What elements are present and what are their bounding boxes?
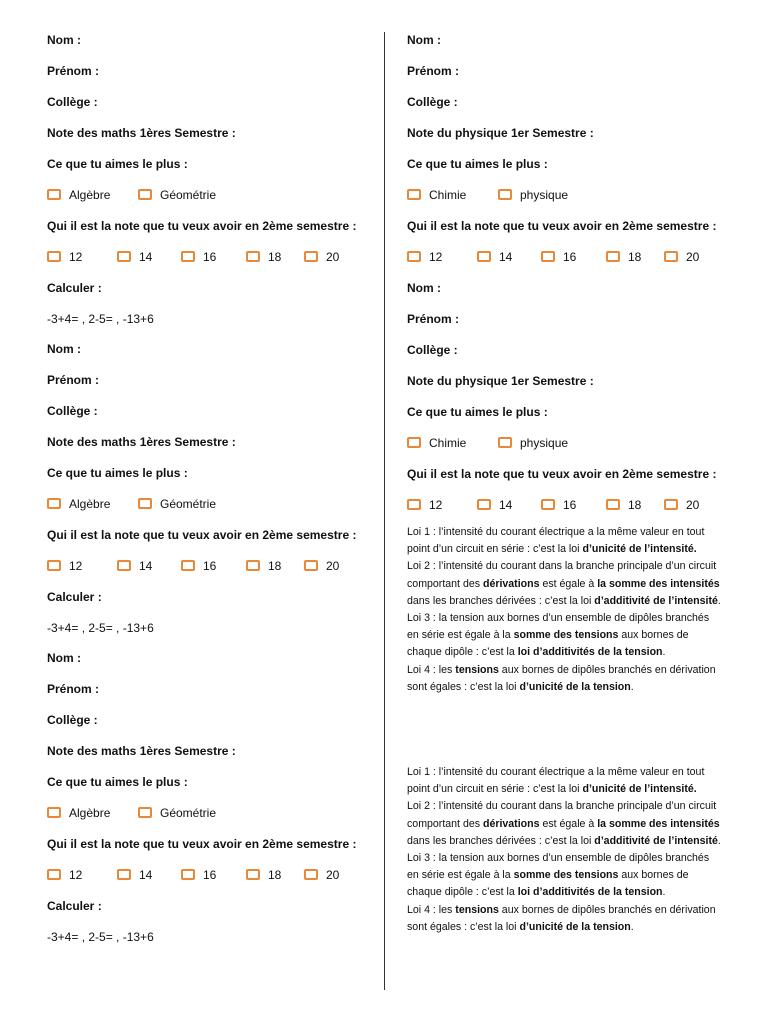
calculation-line: -3+4= , 2-5= , -13+6 [47,930,154,944]
calculer-label: Calculer : [47,899,102,913]
note-label: Note des maths 1ères Semestre : [47,126,236,140]
prenom-label: Prénom : [47,64,100,78]
checkbox-icon[interactable] [304,251,318,262]
note-label: Note du physique 1er Semestre : [407,374,594,388]
choice-label: 12 [69,250,83,264]
laws-block-1 [407,524,723,696]
checkbox-icon[interactable] [664,499,678,510]
checkbox-icon[interactable] [47,251,61,262]
checkbox-icon[interactable] [117,869,131,880]
choice-option[interactable] [47,188,110,202]
choice-option[interactable] [664,498,699,512]
choice-label: 20 [686,250,700,264]
choice-label: Géométrie [160,806,217,820]
checkbox-icon[interactable] [117,251,131,262]
law-paragraph: Loi 2 : l’intensité du courant dans la branche principale d’un circuit comportant des dérivations est égale à la somme des intensités dans les branches dérivées : c’est la loi d’additivité de l’intensité. [407,560,721,607]
choice-label: 20 [686,498,700,512]
choice-option[interactable] [246,868,281,882]
prenom-label: Prénom : [47,373,100,387]
checkbox-icon[interactable] [477,499,491,510]
choice-label: Algèbre [69,497,111,511]
nom-label: Nom : [47,342,81,356]
nom-label: Nom : [407,33,441,47]
choice-option[interactable] [407,188,466,202]
checkbox-icon[interactable] [664,251,678,262]
choice-label: physique [520,436,569,450]
checkbox-icon[interactable] [606,251,620,262]
prenom-label: Prénom : [407,64,460,78]
checkbox-icon[interactable] [47,560,61,571]
choice-label: 20 [326,250,340,264]
law-paragraph: Loi 4 : les tensions aux bornes de dipôles branchés en dérivation sont égales : c’est la loi d’unicité de la tension. [407,663,716,693]
checkbox-icon[interactable] [181,869,195,880]
choice-label: 20 [326,868,340,882]
college-label: Collège : [47,404,98,418]
preference-label: Ce que tu aimes le plus : [407,405,548,419]
preference-label: Ce que tu aimes le plus : [47,157,188,171]
nom-label: Nom : [407,281,441,295]
choice-option[interactable] [477,250,512,264]
checkbox-icon[interactable] [407,251,421,262]
choice-option[interactable] [304,250,339,264]
choice-option[interactable] [304,868,339,882]
calculer-label: Calculer : [47,281,102,295]
law-paragraph: Loi 4 : les tensions aux bornes de dipôles branchés en dérivation sont égales : c’est la loi d’unicité de la tension. [407,903,716,933]
target-grade-label: Qui il est la note que tu veux avoir en 2ème semestre : [407,467,717,481]
choice-option[interactable] [138,188,216,202]
choice-option[interactable] [117,250,152,264]
checkbox-icon[interactable] [181,560,195,571]
choice-option[interactable] [606,250,641,264]
column-divider [384,32,385,990]
choice-option[interactable] [498,436,568,450]
choice-option[interactable] [47,806,110,820]
preference-label: Ce que tu aimes le plus : [47,466,188,480]
prenom-label: Prénom : [407,312,460,326]
choice-label: 18 [268,250,282,264]
calculer-label: Calculer : [47,590,102,604]
checkbox-icon[interactable] [138,807,152,818]
checkbox-icon[interactable] [138,498,152,509]
checkbox-icon[interactable] [117,560,131,571]
checkbox-icon[interactable] [246,560,260,571]
checkbox-icon[interactable] [407,189,421,200]
target-grade-label: Qui il est la note que tu veux avoir en 2ème semestre : [47,837,357,851]
choice-option[interactable] [181,250,216,264]
checkbox-icon[interactable] [246,251,260,262]
choice-option[interactable] [47,497,110,511]
checkbox-icon[interactable] [541,499,555,510]
nom-label: Nom : [47,651,81,665]
choice-option[interactable] [407,250,442,264]
target-grade-label: Qui il est la note que tu veux avoir en 2ème semestre : [47,528,357,542]
choice-option[interactable] [541,498,576,512]
choice-label: 18 [628,250,642,264]
choice-option[interactable] [606,498,641,512]
checkbox-icon[interactable] [606,499,620,510]
note-label: Note des maths 1ères Semestre : [47,435,236,449]
prenom-label: Prénom : [47,682,100,696]
choice-label: 12 [69,559,83,573]
choice-option[interactable] [477,498,512,512]
preference-label: Ce que tu aimes le plus : [47,775,188,789]
choice-label: 18 [628,498,642,512]
choice-label: 12 [69,868,83,882]
choice-label: 14 [139,250,153,264]
choice-option[interactable] [47,868,82,882]
note-label: Note du physique 1er Semestre : [407,126,594,140]
choice-option[interactable] [117,559,152,573]
choice-label: Géométrie [160,497,217,511]
choice-label: 20 [326,559,340,573]
choice-option[interactable] [138,497,216,511]
choice-option[interactable] [246,559,281,573]
checkbox-icon[interactable] [541,251,555,262]
checkbox-icon[interactable] [477,251,491,262]
choice-label: 14 [139,559,153,573]
choice-option[interactable] [138,806,216,820]
choice-label: Algèbre [69,806,111,820]
choice-label: 16 [563,498,577,512]
choice-option[interactable] [181,868,216,882]
checkbox-icon[interactable] [246,869,260,880]
checkbox-icon[interactable] [181,251,195,262]
choice-option[interactable] [47,250,82,264]
choice-label: 16 [203,250,217,264]
college-label: Collège : [47,713,98,727]
choice-option[interactable] [664,250,699,264]
checkbox-icon[interactable] [304,560,318,571]
choice-option[interactable] [304,559,339,573]
college-label: Collège : [407,95,458,109]
preference-label: Ce que tu aimes le plus : [407,157,548,171]
choice-label: 16 [203,868,217,882]
law-paragraph: Loi 2 : l’intensité du courant dans la branche principale d’un circuit comportant des dérivations est égale à la somme des intensités dans les branches dérivées : c’est la loi d’additivité de l’intensité. [407,800,721,847]
choice-option[interactable] [541,250,576,264]
choice-option[interactable] [181,559,216,573]
choice-label: 18 [268,559,282,573]
checkbox-icon[interactable] [498,189,512,200]
choice-option[interactable] [246,250,281,264]
checkbox-icon[interactable] [498,437,512,448]
choice-option[interactable] [117,868,152,882]
choice-label: Chimie [429,188,467,202]
choice-label: 12 [429,498,443,512]
law-paragraph: Loi 1 : l’intensité du courant électrique a la même valeur en tout point d’un circuit en série : c’est la loi d’unicité de l’intensité. [407,526,705,556]
checkbox-icon[interactable] [47,869,61,880]
checkbox-icon[interactable] [407,437,421,448]
target-grade-label: Qui il est la note que tu veux avoir en 2ème semestre : [407,219,717,233]
target-grade-label: Qui il est la note que tu veux avoir en 2ème semestre : [47,219,357,233]
nom-label: Nom : [47,33,81,47]
choice-label: 12 [429,250,443,264]
calculation-line: -3+4= , 2-5= , -13+6 [47,621,154,635]
choice-label: Géométrie [160,188,217,202]
calculation-line: -3+4= , 2-5= , -13+6 [47,312,154,326]
laws-block-2 [407,764,723,936]
choice-option[interactable] [407,498,442,512]
checkbox-icon[interactable] [47,189,61,200]
choice-label: 16 [563,250,577,264]
choice-label: Chimie [429,436,467,450]
choice-label: 14 [139,868,153,882]
college-label: Collège : [407,343,458,357]
law-paragraph: Loi 3 : la tension aux bornes d’un ensemble de dipôles branchés en série est égale à la somme des tensions aux bornes de chaque dipôle : c’est la loi d’additivités de la tension. [407,612,710,659]
choice-label: 18 [268,868,282,882]
choice-label: 16 [203,559,217,573]
checkbox-icon[interactable] [47,807,61,818]
checkbox-icon[interactable] [407,499,421,510]
college-label: Collège : [47,95,98,109]
choice-label: Algèbre [69,188,111,202]
choice-label: physique [520,188,569,202]
checkbox-icon[interactable] [138,189,152,200]
choice-label: 14 [499,498,513,512]
law-paragraph: Loi 1 : l’intensité du courant électrique a la même valeur en tout point d’un circuit en série : c’est la loi d’unicité de l’intensité. [407,766,705,796]
choice-option[interactable] [47,559,82,573]
choice-label: 14 [499,250,513,264]
choice-option[interactable] [407,436,466,450]
law-paragraph: Loi 3 : la tension aux bornes d’un ensemble de dipôles branchés en série est égale à la somme des tensions aux bornes de chaque dipôle : c’est la loi d’additivités de la tension. [407,852,710,899]
checkbox-icon[interactable] [47,498,61,509]
note-label: Note des maths 1ères Semestre : [47,744,236,758]
choice-option[interactable] [498,188,568,202]
checkbox-icon[interactable] [304,869,318,880]
